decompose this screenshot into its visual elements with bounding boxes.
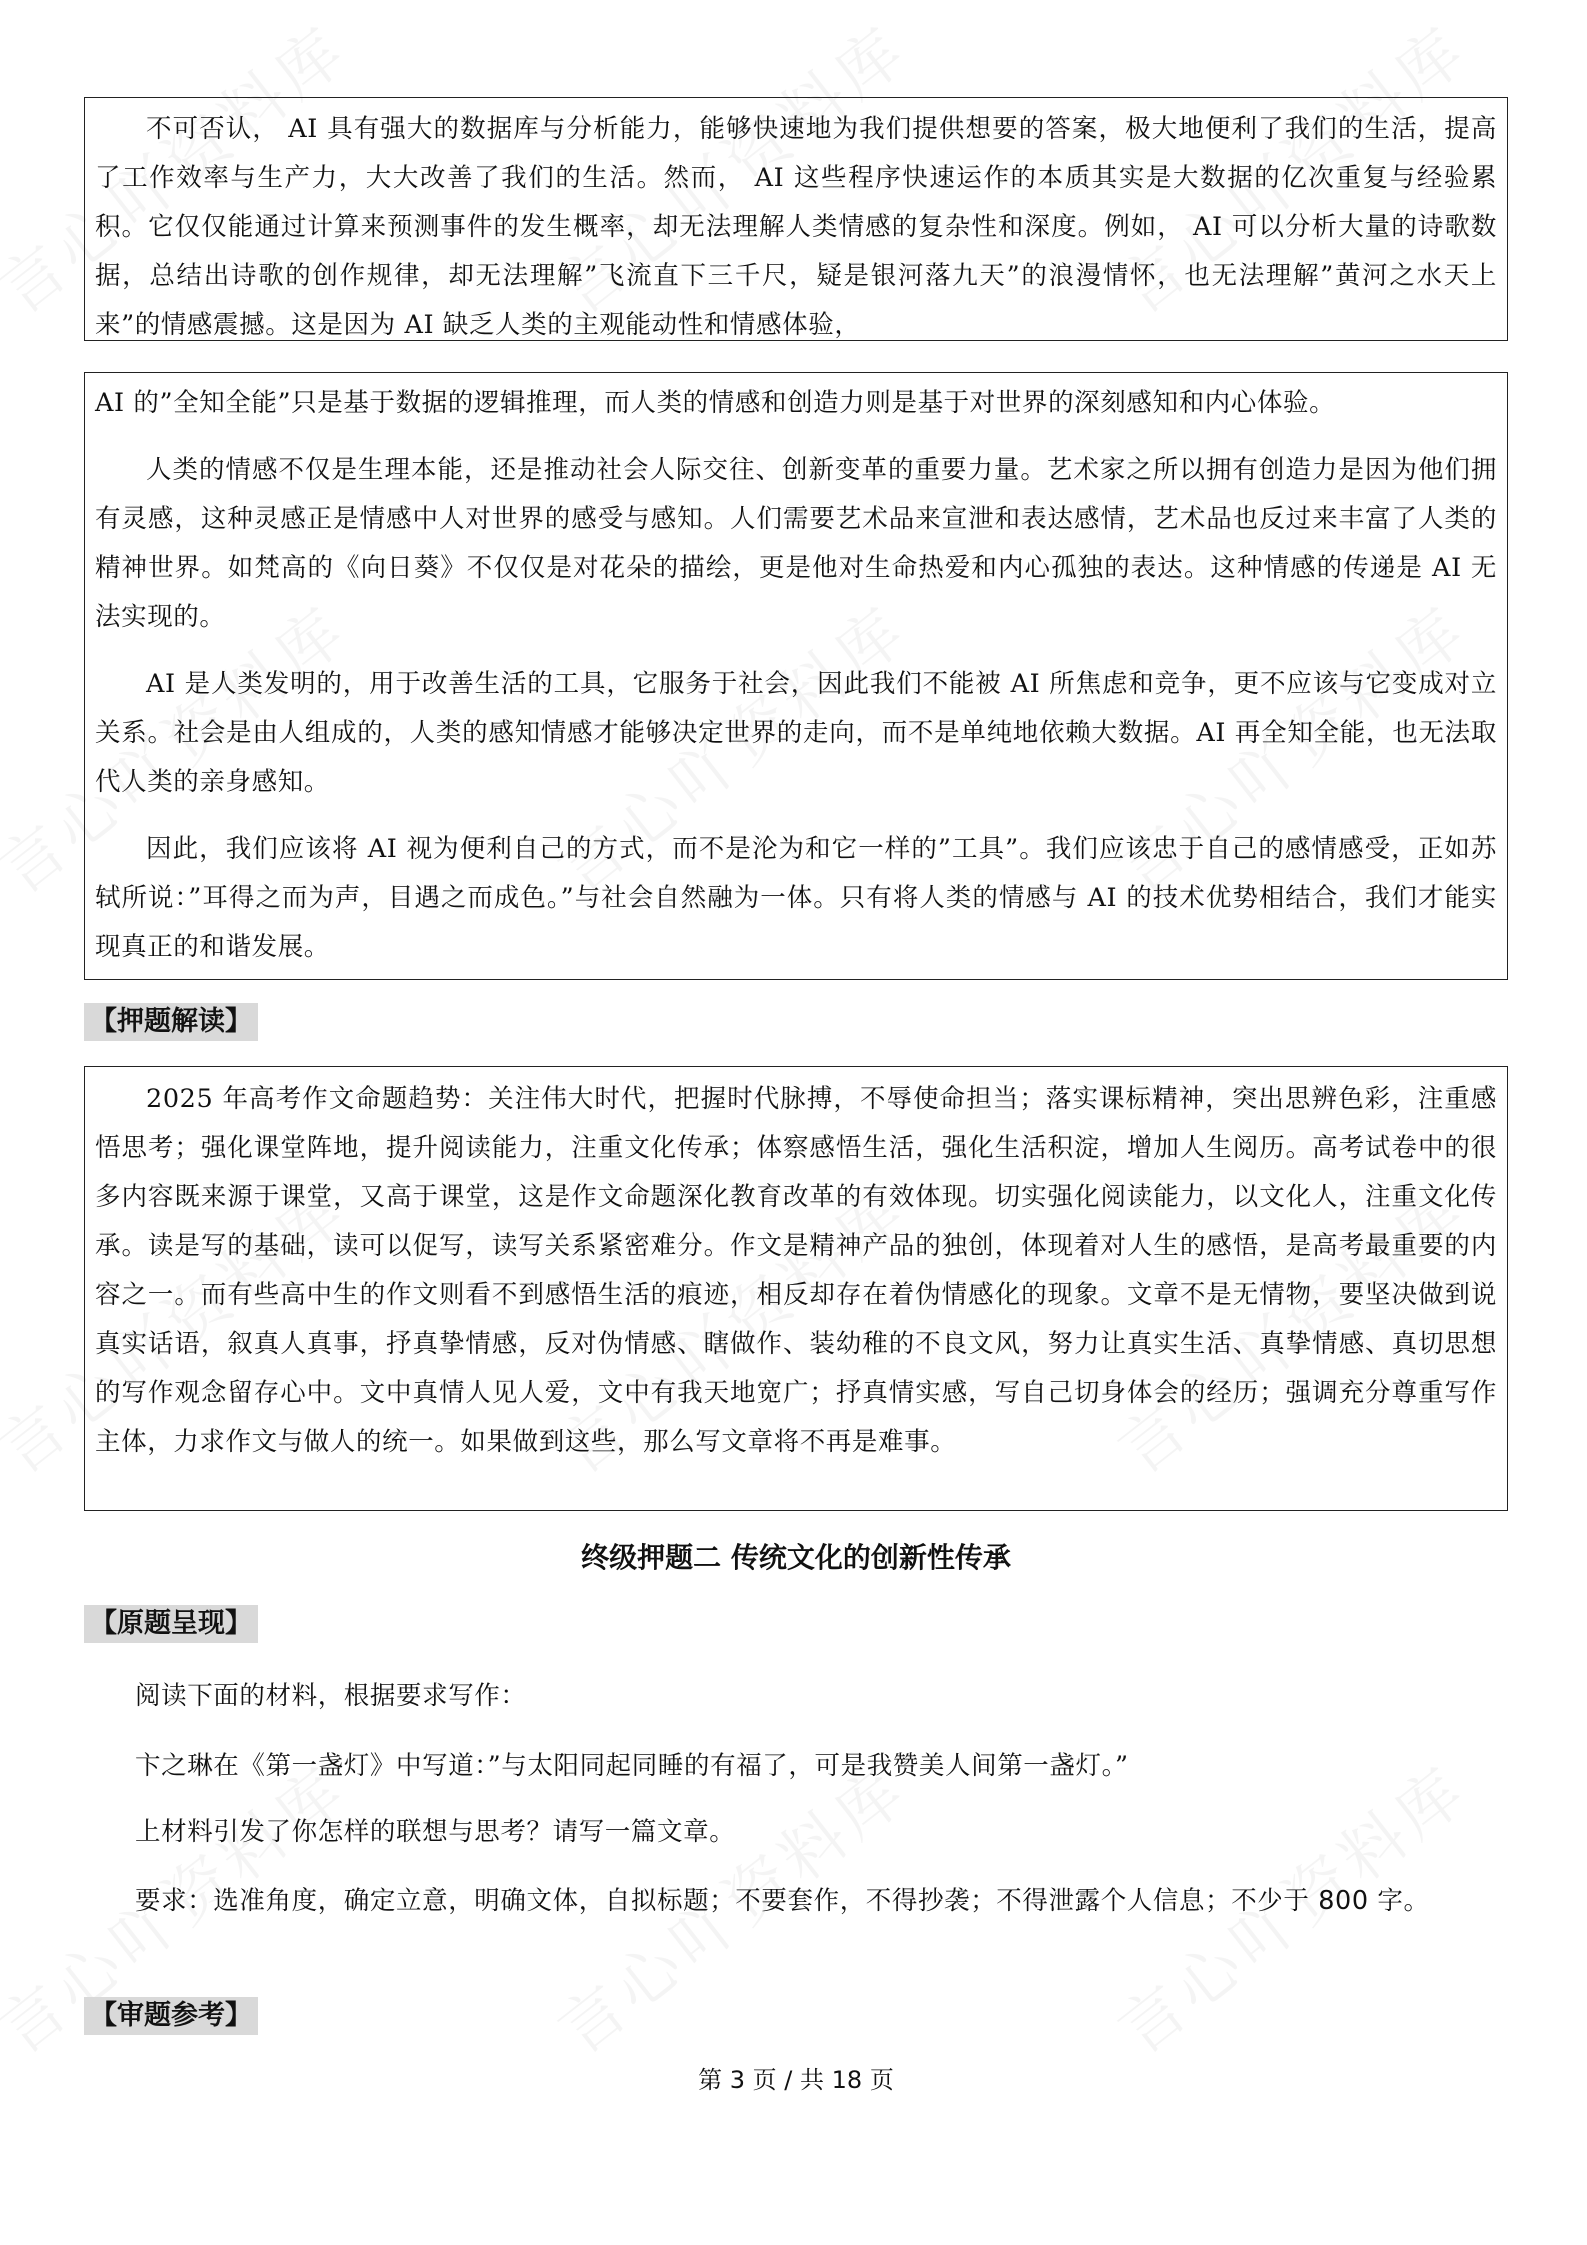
label-original-question: 【原题呈现】 — [84, 1605, 258, 1643]
prompt-instruction: 阅读下面的材料，根据要求写作： — [135, 1681, 527, 1711]
interpretation-paragraph: 2025 年高考作文命题趋势：关注伟大时代，把握时代脉搏，不辱使命担当；落实课标精神，突出思辨色彩，注重感悟思考；强化课堂阵地，提升阅读能力，注重文化传承；体察感悟生活，强化生活积淀，增加人生阅历。高考试卷中的很多内容既来源于课堂，又高于课堂，这是作文命题深化教育改革的有效体现。切实强化阅读能力，以文化人，注重文化传承。读是写的基础，读可以促写，读写关系紧密难分。作文是精神产品的独创，体现着对人生的感悟，是高考最重要的内容之一。而有些高中生的作文则看不到感悟生活的痕迹，相反却存在着伪情感化的现象。文章不是无情物，要坚决做到说真实话语，叙真人真事，抒真挚情感，反对伪情感、瞎做作、装幼稚的不良文风，努力让真实生活、真挚情感、真切思想的写作观念留存心中。文中真情人见人爱，文中有我天地宽广；抒真情实感，写自己切身体会的经历；强调充分尊重写作主体，力求作文与做人的统一。如果做到这些，那么写文章将不再是难事。 — [95, 1084, 1497, 1457]
essay-paragraph: AI 是人类发明的，用于改善生活的工具，它服务于社会，因此我们不能被 AI 所焦虑和竞争，更不应该与它变成对立关系。社会是由人组成的，人类的感知情感才能够决定世界的走向，而不是单纯地依赖大数据。AI 再全知全能，也无法取代人类的亲身感知。 — [95, 669, 1497, 797]
interpretation-box — [84, 1066, 1508, 1511]
section-title: 终级押题二 传统文化的创新性传承 — [581, 1541, 1011, 1574]
prompt-question: 上材料引发了你怎样的联想与思考？请写一篇文章。 — [135, 1817, 736, 1847]
label-interpretation: 【押题解读】 — [84, 1003, 258, 1041]
essay-paragraph: 不可否认， AI 具有强大的数据库与分析能力，能够快速地为我们提供想要的答案，极大地便利了我们的生活，提高了工作效率与生产力，大大改善了我们的生活。然而， AI 这些程序快速运作的本质其实是大数据的亿次重复与经验累积。它仅仅能通过计算来预测事件的发生概率，却无法理解人类情感的复杂性和深度。例如， AI 可以分析大量的诗歌数据，总结出诗歌的创作规律，却无法理解”飞流直下三千尺，疑是银河落九天”的浪漫情怀，也无法理解”黄河之水天上来”的情感震撼。这是因为 AI 缺乏人类的主观能动性和情感体验， — [95, 114, 1497, 340]
essay-box-1 — [84, 97, 1508, 341]
essay-paragraph: 人类的情感不仅是生理本能，还是推动社会人际交往、创新变革的重要力量。艺术家之所以拥有创造力是因为他们拥有灵感，这种灵感正是情感中人对世界的感受与感知。人们需要艺术品来宣泄和表达感情，艺术品也反过来丰富了人类的精神世界。如梵高的《向日葵》不仅仅是对花朵的描绘，更是他对生命热爱和内心孤独的表达。这种情感的传递是 AI 无法实现的。 — [95, 455, 1497, 632]
essay-box-2 — [84, 372, 1508, 980]
prompt-material: 卞之琳在《第一盏灯》中写道：”与太阳同起同睡的有福了，可是我赞美人间第一盏灯。” — [135, 1751, 1129, 1781]
label-review-reference: 【审题参考】 — [84, 1997, 258, 2035]
essay-paragraph: 因此，我们应该将 AI 视为便利自己的方式，而不是沦为和它一样的”工具”。我们应该忠于自己的感情感受，正如苏轼所说：”耳得之而为声，目遇之而成色。”与社会自然融为一体。只有将人类的情感与 AI 的技术优势相结合，我们才能实现真正的和谐发展。 — [95, 834, 1497, 962]
essay-paragraph: AI 的”全知全能”只是基于数据的逻辑推理，而人类的情感和创造力则是基于对世界的深刻感知和内心体验。 — [95, 388, 1336, 418]
page-footer: 第 3 页 / 共 18 页 — [698, 2066, 894, 2094]
prompt-requirement: 要求：选准角度，确定立意，明确文体，自拟标题；不要套作，不得抄袭；不得泄露个人信息；不少于 800 字。 — [135, 1886, 1430, 1916]
